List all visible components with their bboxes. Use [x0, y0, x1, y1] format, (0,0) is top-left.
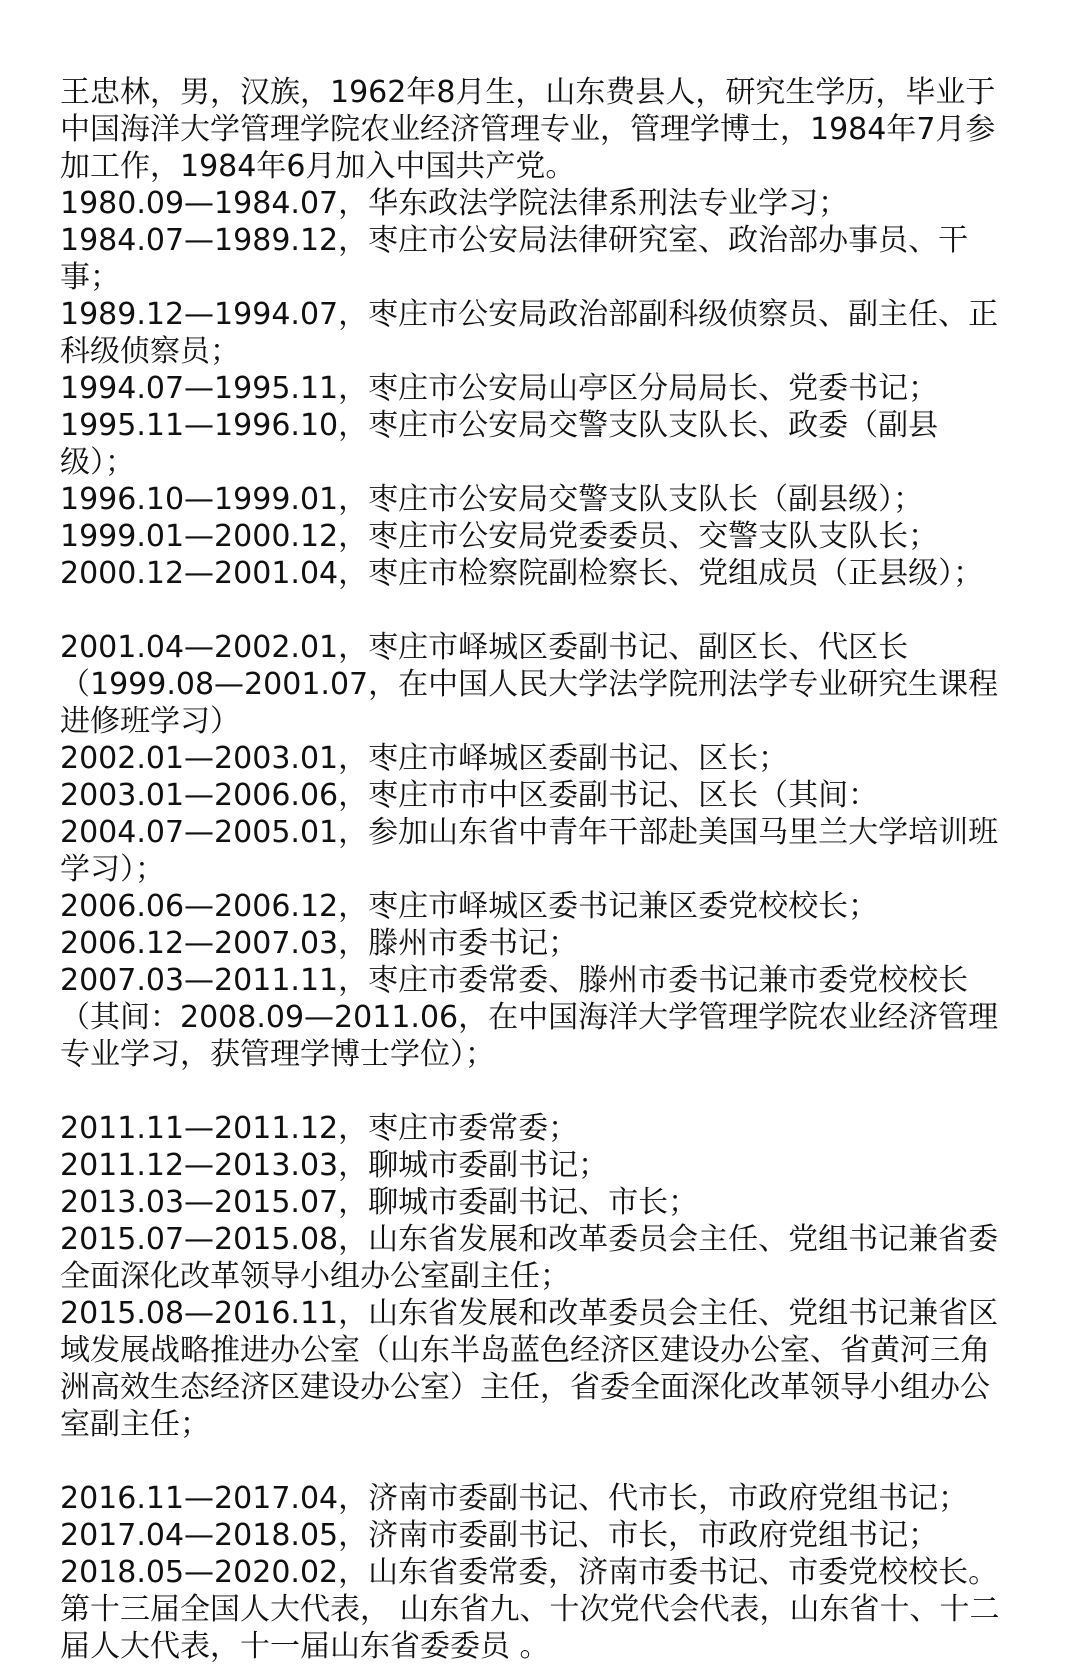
career-entry: 2013.03—2015.07，聊城市委副书记、市长；	[60, 1185, 699, 1220]
intro-paragraph: 王忠林，男，汉族，1962年8月生，山东费县人，研究生学历，毕业于中国海洋大学管理学院农业经济管理专业，管理学博士，1984年7月参加工作，1984年6月加入中国共产党。	[60, 75, 996, 184]
career-entry: 2016.11—2017.04，济南市委副书记、代市长，市政府党组书记；	[60, 1481, 969, 1516]
career-entry: 2006.12—2007.03，滕州市委书记；	[60, 926, 579, 961]
career-group-2	[60, 629, 1000, 1073]
career-entry: 2007.03—2011.11，枣庄市委常委、滕州市委书记兼市委党校校长（其间：2008.09—2011.06，在中国海洋大学管理学院农业经济管理专业学习，获管理学博士学位）；	[60, 963, 999, 1072]
career-entry: 1980.09—1984.07，华东政法学院法律系刑法专业学习；	[60, 186, 849, 221]
career-entry: 2011.11—2011.12，枣庄市委常委；	[60, 1111, 579, 1146]
career-entry: 2001.04—2002.01，枣庄市峄城区委副书记、副区长、代区长（1999.08—2001.07，在中国人民大学法学院刑法学专业研究生课程进修班学习）	[60, 630, 999, 739]
career-entry: 2017.04—2018.05，济南市委副书记、市长，市政府党组书记；	[60, 1518, 939, 1553]
career-entry: 2002.01—2003.01，枣庄市峄城区委副书记、区长；	[60, 741, 789, 776]
career-entry: 1996.10—1999.01，枣庄市公安局交警支队支队长（副县级）；	[60, 482, 924, 517]
career-group-3	[60, 1110, 1000, 1443]
career-entry: 2018.05—2020.02，山东省委常委，济南市委书记、市委党校校长。	[60, 1555, 999, 1590]
career-group-1	[60, 185, 1000, 592]
career-entry: 1995.11—1996.10，枣庄市公安局交警支队支队长、政委（副县级）；	[60, 408, 939, 480]
career-group-4	[60, 1480, 1000, 1665]
representative-summary: 第十三届全国人大代表， 山东省九、十次党代会代表，山东省十、十二届人大代表，十一届山东省委委员 。	[60, 1592, 1000, 1664]
career-entry: 2011.12—2013.03，聊城市委副书记；	[60, 1148, 609, 1183]
career-entry: 2003.01—2006.06，枣庄市市中区委副书记、区长（其间：2004.07—2005.01，参加山东省中青年干部赴美国马里兰大学培训班学习）；	[60, 778, 999, 887]
career-entry: 1999.01—2000.12，枣庄市公安局党委委员、交警支队支队长；	[60, 519, 939, 554]
career-entry: 2015.08—2016.11，山东省发展和改革委员会主任、党组书记兼省区域发展战略推进办公室（山东半岛蓝色经济区建设办公室、省黄河三角洲高效生态经济区建设办公室）主任，省委全面深化改革领导小组办公室副主任；	[60, 1296, 999, 1442]
career-entry: 2006.06—2006.12，枣庄市峄城区委书记兼区委党校校长；	[60, 889, 879, 924]
career-entry: 1994.07—1995.11，枣庄市公安局山亭区分局局长、党委书记；	[60, 371, 939, 406]
career-entry: 1989.12—1994.07，枣庄市公安局政治部副科级侦察员、副主任、正科级侦察员；	[60, 297, 999, 369]
career-entry: 2015.07—2015.08，山东省发展和改革委员会主任、党组书记兼省委全面深化改革领导小组办公室副主任；	[60, 1222, 999, 1294]
career-entry: 2000.12—2001.04，枣庄市检察院副检察长、党组成员（正县级）；	[60, 556, 984, 591]
career-entry: 1984.07—1989.12，枣庄市公安局法律研究室、政治部办事员、干事；	[60, 223, 969, 295]
